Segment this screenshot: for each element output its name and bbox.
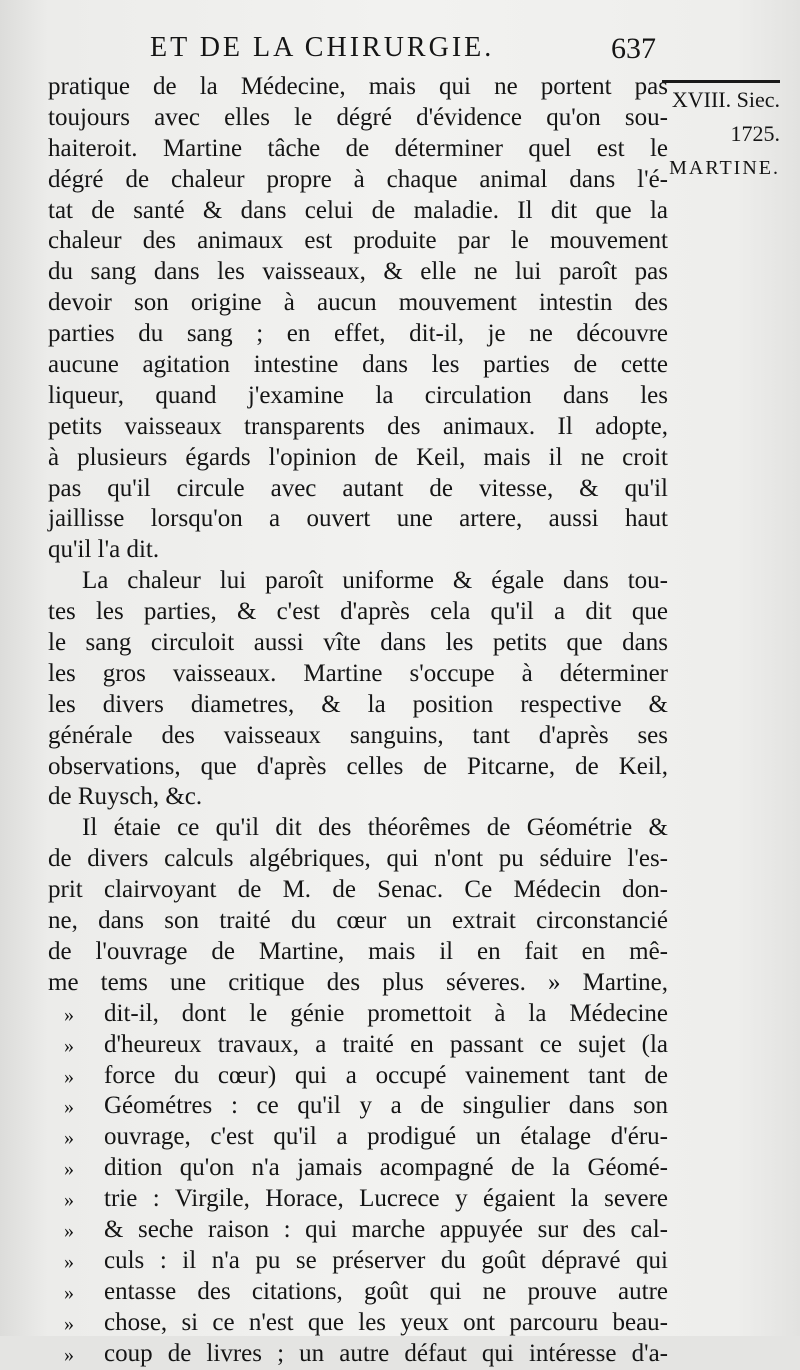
quote-line [48, 1308, 668, 1339]
paragraph-2 [48, 566, 668, 813]
text-line: le sang circuloit aussi vîte dans les petits que dans [48, 629, 668, 657]
text-line: petits vaisseaux transparents des animaux. Il adopte, [48, 412, 668, 440]
quote-marker: » [64, 1096, 74, 1119]
text-line: dégré de chaleur propre à chaque animal dans l'é- [48, 165, 668, 193]
quote-text: chose, si ce n'est que les yeux ont parcouru beau- [104, 1308, 668, 1336]
paragraph-3 [48, 813, 668, 998]
quote-text: Géométres : ce qu'il y a de singulier dans son [104, 1092, 668, 1120]
quote-text: trie : Virgile, Horace, Lucrece y égaient la severe [104, 1185, 668, 1213]
paragraph-1 [48, 72, 668, 566]
text-line: les gros vaisseaux. Martine s'occupe à déterminer [48, 659, 668, 687]
quote-marker: » [64, 1343, 74, 1366]
text-line: générale des vaisseaux sanguins, tant d'après ses [48, 721, 668, 749]
quote-line [48, 1277, 668, 1308]
text-line: pas qu'il circule avec autant de vitesse, & qu'il [48, 474, 668, 502]
quote-marker: » [64, 1312, 74, 1335]
quote-text: coup de livres ; un autre défaut qui intéresse d'a- [104, 1339, 668, 1367]
quote-text: d'heureux travaux, a traité en passant ce sujet (la [104, 1030, 668, 1058]
text-line: chaleur des animaux est produite par le mouvement [48, 227, 668, 255]
text-line: parties du sang ; en effet, dit-il, je ne découvre [48, 320, 668, 348]
text-line: pratique de la Médecine, mais qui ne portent pas [48, 73, 668, 100]
text-line: Il étaie ce qu'il dit des théorêmes de Géométrie & [82, 814, 668, 842]
quote-line [48, 1061, 668, 1092]
text-line: de Ruysch, &c. [48, 783, 203, 811]
text-line: observations, que d'après celles de Pitcarne, de Keil, [48, 752, 668, 780]
quote-marker: » [64, 1250, 74, 1273]
text-line: à plusieurs égards l'opinion de Keil, mais il ne croit [48, 443, 668, 471]
quote-text: dition qu'on n'a jamais acompagné de la Géomé- [104, 1154, 668, 1182]
quote-marker: » [64, 1127, 74, 1150]
text-line: jaillisse lorsqu'on a ouvert une artere, aussi haut [48, 505, 668, 533]
quote-text: entasse des citations, goût qui ne prouve autre [104, 1277, 668, 1305]
margin-notes [660, 76, 790, 185]
text-line: ne, dans son traité du cœur un extrait circonstancié [48, 907, 668, 935]
quote-line [48, 1091, 668, 1122]
body-text [48, 72, 668, 1369]
quote-text: culs : il n'a pu se préserver du goût dépravé qui [104, 1246, 668, 1274]
text-line: haiteroit. Martine tâche de déterminer quel est le [48, 134, 668, 162]
margin-author: MARTINE. [669, 157, 780, 179]
page-header [150, 30, 670, 70]
quote-line [48, 1215, 668, 1246]
quote-line [48, 1122, 668, 1153]
text-line: de divers calculs algébriques, qui n'ont pu séduire l'es- [48, 845, 668, 873]
quote-marker: » [64, 1065, 74, 1088]
text-line: prit clairvoyant de M. de Senac. Ce Médecin don- [48, 876, 668, 904]
text-line: devoir son origine à aucun mouvement intestin des [48, 289, 668, 317]
quotation-block [48, 999, 668, 1370]
text-line: La chaleur lui paroît uniforme & égale dans tou- [82, 567, 668, 595]
running-title: ET DE LA CHIRURGIE. [150, 32, 495, 63]
margin-year: 1725. [730, 121, 780, 146]
quote-text: dit-il, dont le génie promettoit à la Médecine [104, 999, 668, 1027]
margin-century: XVIII. Siec. [671, 87, 780, 112]
text-line: liqueur, quand j'examine la circulation dans les [48, 381, 668, 409]
text-line: qu'il l'a dit. [48, 536, 160, 564]
text-line: me tems une critique des plus séveres. » Martine, [48, 968, 668, 996]
quote-marker: » [64, 1189, 74, 1212]
quote-marker: » [64, 1034, 74, 1057]
quote-line [48, 1339, 668, 1370]
text-line: toujours avec elles le dégré d'évidence qu'on sou- [48, 103, 668, 131]
text-line: tat de santé & dans celui de maladie. Il dit que la [48, 196, 668, 224]
quote-line [48, 1246, 668, 1277]
quote-text: ouvrage, c'est qu'il a prodigué un étalage d'éru- [104, 1123, 668, 1151]
quote-text: & seche raison : qui marche appuyée sur des cal- [104, 1215, 668, 1243]
quote-marker: » [64, 1219, 74, 1242]
quote-marker: » [64, 1003, 74, 1026]
quote-line [48, 1153, 668, 1184]
quote-marker: » [64, 1158, 74, 1181]
quote-line [48, 999, 668, 1030]
page-number: 637 [611, 32, 656, 65]
quote-line [48, 1030, 668, 1061]
quote-line [48, 1184, 668, 1215]
text-line: aucune agitation intestine dans les parties de cette [48, 351, 668, 379]
text-line: du sang dans les vaisseaux, & elle ne lui paroît pas [48, 258, 668, 286]
quote-marker: » [64, 1281, 74, 1304]
text-line: de l'ouvrage de Martine, mais il en fait en mê- [48, 937, 668, 965]
text-line: les divers diametres, & la position respective & [48, 690, 668, 718]
quote-text: force du cœur) qui a occupé vainement tant de [104, 1061, 668, 1089]
text-line: tes les parties, & c'est d'après cela qu'il a dit que [48, 598, 668, 626]
